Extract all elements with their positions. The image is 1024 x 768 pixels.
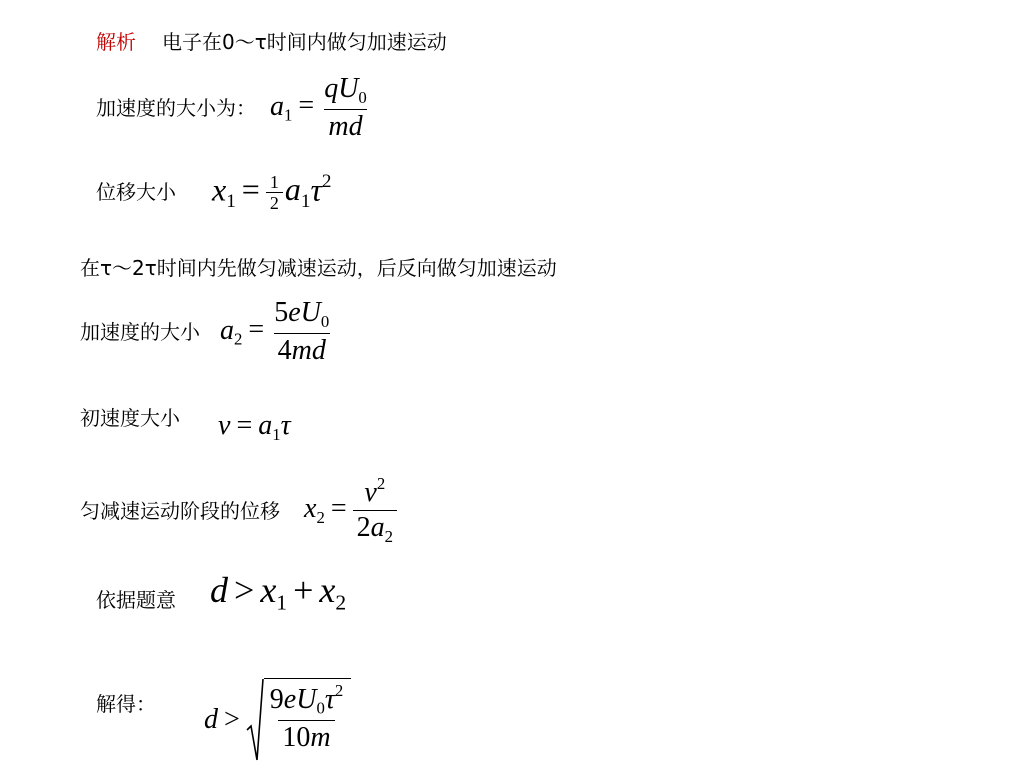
step2-formula — [212, 172, 331, 213]
result-num-coef: 9 — [269, 683, 284, 715]
step3-label: 加速度的大小 — [80, 320, 200, 344]
result-den-coef: 10 — [282, 722, 311, 754]
step2-lhs-sub: 1 — [226, 190, 236, 212]
step1-eq: = — [298, 90, 315, 122]
step5-row — [80, 470, 397, 552]
step2-half — [266, 173, 283, 212]
result-fraction — [266, 683, 347, 752]
step6-x1-sub: 1 — [276, 590, 288, 615]
result-label: 解得： — [96, 692, 156, 716]
step6-d: d — [210, 569, 228, 610]
step6-plus: + — [293, 569, 314, 610]
step3-den-text: md — [291, 335, 326, 367]
step3-row — [80, 294, 333, 370]
step3-formula — [220, 296, 333, 367]
step6-x2: x — [319, 569, 336, 610]
radical-sign-icon — [246, 678, 264, 762]
step5-eq: = — [330, 493, 347, 525]
step6-x1: x — [260, 569, 277, 610]
result-num-eu: eU — [283, 683, 317, 715]
result-sqrt-body — [264, 678, 351, 762]
step4-row — [80, 406, 291, 450]
step6-label: 依据题意 — [96, 588, 176, 612]
step4-tau: τ — [280, 410, 291, 442]
step3-num-coef: 5 — [274, 296, 289, 328]
analysis-intro: 电子在0～τ时间内做匀加速运动 — [162, 30, 447, 54]
step5-den-sub: 2 — [384, 526, 394, 546]
step3-den-coef: 4 — [277, 335, 292, 367]
step2-a-sub: 1 — [300, 190, 311, 212]
step1-formula — [270, 72, 371, 143]
step4-eq: = — [236, 410, 253, 442]
step2-a: a — [284, 171, 301, 208]
step3-eq: = — [248, 314, 265, 346]
step3-num — [270, 296, 333, 334]
step3-fraction — [270, 296, 333, 367]
analysis-line — [96, 30, 447, 54]
step5-fraction — [353, 476, 397, 545]
step5-den — [353, 510, 397, 546]
result-num-sub: 0 — [316, 698, 325, 718]
step5-lhs-sub: 2 — [316, 508, 325, 528]
step6-x2-sub: 2 — [335, 590, 347, 615]
step3-num-text: eU — [288, 296, 321, 328]
step6-gt: > — [234, 569, 255, 610]
result-num-tau: τ — [324, 683, 335, 715]
step1-label: 加速度的大小为： — [96, 96, 256, 120]
step5-lhs: x — [304, 493, 317, 525]
step3-lhs: a — [220, 314, 234, 346]
step2-eq: = — [241, 171, 260, 208]
step2-lhs: x — [212, 171, 227, 208]
step5-num-sup: 2 — [376, 474, 386, 494]
step5-den-coef: 2 — [356, 512, 371, 544]
step2-row — [96, 164, 331, 220]
step5-num-text: v — [364, 477, 377, 509]
step2-half-den: 2 — [266, 192, 283, 212]
step5-label: 匀减速运动阶段的位移 — [80, 499, 280, 523]
result-d: d — [204, 704, 218, 735]
result-lhs-group — [204, 706, 246, 734]
step1-row — [96, 72, 371, 144]
step3-num-sub: 0 — [320, 311, 330, 331]
result-num-sup: 2 — [334, 681, 344, 700]
result-formula — [204, 676, 351, 764]
step3-den — [274, 333, 330, 365]
step1-fraction — [320, 72, 371, 143]
step1-num — [320, 72, 371, 110]
step4-formula — [218, 412, 291, 444]
step2-half-num: 1 — [269, 172, 279, 193]
step1-lhs-sub: 1 — [284, 105, 293, 125]
step4-lhs: v — [218, 410, 231, 442]
phase2-line: 在τ～2τ时间内先做匀减速运动，后反向做匀加速运动 — [80, 256, 557, 280]
step2-tau: τ — [310, 171, 322, 208]
step1-num-text: qU — [324, 72, 359, 104]
step6-formula — [210, 569, 347, 615]
result-den — [278, 720, 334, 752]
step4-a-sub: 1 — [272, 425, 281, 445]
analysis-tag: 解析 — [96, 30, 136, 54]
result-sqrt — [246, 678, 351, 762]
step1-num-sub: 0 — [358, 87, 367, 107]
step1-lhs: a — [270, 90, 284, 122]
step2-tau-sup: 2 — [321, 170, 332, 192]
step5-num — [360, 476, 389, 510]
step5-formula — [304, 476, 397, 545]
step1-den: md — [324, 109, 366, 141]
result-num — [266, 683, 347, 720]
step4-label: 初速度大小 — [80, 406, 180, 430]
step4-a: a — [258, 410, 273, 442]
result-gt: > — [224, 704, 240, 735]
result-den-text: m — [310, 722, 331, 754]
step5-den-text: a — [370, 512, 385, 544]
step6-row — [96, 568, 346, 618]
step2-label: 位移大小 — [96, 180, 176, 204]
step3-lhs-sub: 2 — [234, 329, 243, 349]
